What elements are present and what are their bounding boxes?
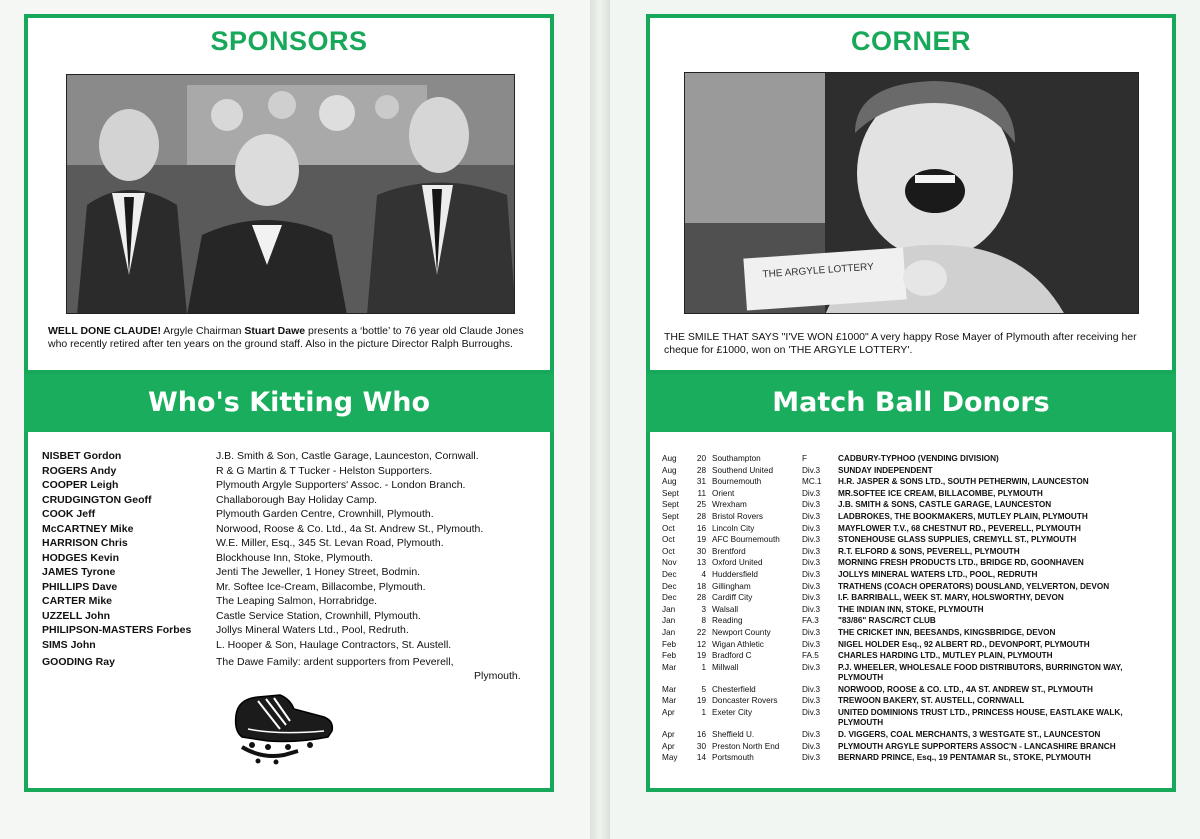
donor-cell: I.F. BARRIBALL, WEEK ST. MARY, HOLSWORTHY, DEVON — [838, 593, 1064, 603]
donors-title: Match Ball Donors — [772, 387, 1050, 418]
opponent-cell: Wrexham — [712, 500, 747, 510]
list-item — [42, 639, 542, 654]
opponent-cell: AFC Bournemouth — [712, 535, 780, 545]
competition-cell: Div.3 — [802, 639, 821, 649]
competition-cell: Div.3 — [802, 741, 821, 751]
player-name: COOPER Leigh — [42, 479, 119, 491]
month-cell: Sept — [662, 488, 679, 498]
day-cell: 11 — [697, 488, 706, 498]
opponent-cell: Exeter City — [712, 708, 753, 717]
day-cell: 22 — [696, 628, 706, 637]
competition-cell: Div.3 — [802, 465, 821, 475]
list-item — [42, 479, 542, 494]
competition-cell: Div.3 — [802, 488, 821, 498]
donor-cell: MAYFLOWER T.V., 68 CHESTNUT RD., PEVERELL, PLYMOUTH — [838, 523, 1081, 533]
month-cell: Jan — [662, 616, 676, 626]
competition-cell: Div.3 — [802, 558, 821, 568]
donor-cell: R.T. ELFORD & SONS, PEVERELL, PLYMOUTH — [838, 546, 1020, 556]
donor-cell: NORWOOD, ROOSE & CO. LTD., 4A ST. ANDREW ST., PLYMOUTH — [838, 684, 1093, 694]
opponent-cell: Wigan Athletic — [712, 639, 764, 649]
corner-photo-art — [685, 73, 1139, 314]
competition-cell: Div.3 — [802, 696, 821, 706]
month-cell: Dec — [662, 593, 677, 603]
right-page — [610, 0, 1200, 839]
donor-cell: THE INDIAN INN, STOKE, PLYMOUTH — [838, 604, 984, 614]
month-cell: Aug — [662, 454, 677, 463]
month-cell: Apr — [662, 708, 675, 717]
donor-cell: BERNARD PRINCE, Esq., 19 PENTAMAR St., STOKE, PLYMOUTH — [838, 753, 1091, 763]
month-cell: Sept — [662, 500, 679, 510]
opponent-cell: Lincoln City — [712, 523, 755, 533]
caption-bold-intro: WELL DONE CLAUDE! — [48, 325, 161, 337]
kit-sponsor: L. Hooper & Son, Haulage Contractors, St. Austell. — [216, 638, 452, 651]
donor-cell: H.R. JASPER & SONS LTD., SOUTH PETHERWIN, LAUNCESTON — [838, 477, 1089, 487]
month-cell: Feb — [662, 639, 677, 649]
opponent-cell: Walsall — [712, 604, 739, 614]
donor-cell: STONEHOUSE GLASS SUPPLIES, CREMYLL ST., PLYMOUTH — [838, 535, 1077, 545]
competition-cell: Div.3 — [802, 753, 821, 763]
kit-sponsor: Challaborough Bay Holiday Camp. — [216, 493, 378, 506]
caption-bold-name: Stuart Dawe — [244, 325, 306, 337]
kit-sponsor-line2: Plymouth. — [474, 670, 521, 682]
kit-sponsor: Jenti The Jeweller, 1 Honey Street, Bodmin. — [216, 566, 421, 578]
donor-cell: MORNING FRESH PRODUCTS LTD., BRIDGE RD, GOONHAVEN — [838, 558, 1084, 568]
donor-cell: MR.SOFTEE ICE CREAM, BILLACOMBE, PLYMOUTH — [838, 488, 1043, 498]
day-cell: 28 — [696, 593, 706, 603]
player-name: ROGERS Andy — [42, 464, 117, 477]
sponsors-heading: SPONSORS — [210, 26, 368, 56]
page-gutter — [590, 0, 610, 839]
opponent-cell: Reading — [712, 616, 743, 626]
player-name: GOODING Ray — [42, 656, 115, 668]
month-cell: Nov — [662, 558, 677, 568]
donor-cell: NIGEL HOLDER Esq., 92 ALBERT RD., DEVONPORT, PLYMOUTH — [838, 639, 1090, 649]
opponent-cell: Gillingham — [712, 581, 751, 591]
month-cell: Apr — [662, 741, 675, 751]
kitting-title: Who's Kitting Who — [147, 387, 431, 418]
opponent-cell: Orient — [712, 488, 735, 498]
day-cell: 30 — [696, 741, 706, 751]
kitting-band — [24, 374, 554, 432]
competition-cell: Div.3 — [802, 593, 821, 603]
day-cell: 25 — [696, 500, 706, 510]
competition-cell: Div.3 — [802, 570, 821, 579]
kit-sponsor: Plymouth Garden Centre, Crownhill, Plymouth. — [216, 508, 434, 520]
donor-cell: CHARLES HARDING LTD., MUTLEY PLAIN, PLYMOUTH — [838, 651, 1053, 661]
player-name: HARRISON Chris — [42, 537, 128, 549]
kit-sponsor: W.E. Miller, Esq., 345 St. Levan Road, Plymouth. — [216, 537, 444, 549]
list-item — [42, 450, 542, 465]
kit-sponsor: Castle Service Station, Crownhill, Plymouth. — [216, 609, 421, 622]
competition-cell: Div.3 — [802, 684, 821, 694]
month-cell: Mar — [662, 662, 677, 672]
opponent-cell: Bournemouth — [712, 477, 762, 487]
sponsors-photo — [66, 74, 515, 314]
competition-cell: FA.5 — [802, 651, 819, 661]
player-name: CARTER Mike — [42, 595, 113, 607]
opponent-cell: Brentford — [712, 546, 746, 556]
month-cell: Apr — [662, 730, 675, 739]
day-cell: 1 — [701, 708, 706, 717]
opponent-cell: Sheffield U. — [712, 730, 755, 739]
opponent-cell: Bristol Rovers — [712, 512, 763, 521]
opponent-cell: Southampton — [712, 454, 761, 463]
month-cell: Jan — [662, 628, 676, 637]
month-cell: Oct — [662, 523, 675, 533]
donors-band — [646, 374, 1176, 432]
football-boots-icon — [228, 685, 338, 765]
sponsors-photo-art — [67, 75, 515, 314]
competition-cell: Div.3 — [802, 500, 821, 510]
competition-cell: FA.3 — [802, 616, 819, 626]
opponent-cell: Preston North End — [712, 741, 780, 751]
player-name: NISBET Gordon — [42, 450, 122, 462]
player-name: PHILIPSON-MASTERS Forbes — [42, 624, 192, 636]
donor-cell: CADBURY-TYPHOO (VENDING DIVISION) — [838, 454, 999, 463]
competition-cell: Div.3 — [802, 546, 821, 556]
competition-cell: Div.3 — [802, 662, 821, 672]
sponsors-caption — [48, 325, 538, 351]
competition-cell: Div.3 — [802, 628, 821, 637]
donor-cell: THE CRICKET INN, BEESANDS, KINGSBRIDGE, DEVON — [838, 628, 1056, 637]
day-cell: 3 — [701, 604, 706, 614]
day-cell: 12 — [696, 639, 706, 649]
list-item — [42, 508, 542, 523]
opponent-cell: Huddersfield — [712, 570, 758, 579]
month-cell: Oct — [662, 535, 675, 545]
kit-sponsor: The Dawe Family: ardent supporters from Peverell, — [216, 656, 454, 668]
donor-cell: JOLLYS MINERAL WATERS LTD., POOL, REDRUTH — [838, 570, 1038, 579]
month-cell: May — [662, 753, 678, 763]
competition-cell: Div.3 — [802, 708, 821, 717]
day-cell: 19 — [696, 696, 706, 706]
opponent-cell: Chesterfield — [712, 684, 756, 694]
player-name: UZZELL John — [42, 609, 111, 622]
month-cell: Jan — [662, 604, 676, 614]
day-cell: 30 — [696, 546, 706, 556]
kit-sponsor: Mr. Softee Ice-Cream, Billacombe, Plymouth. — [216, 580, 426, 593]
day-cell: 19 — [696, 651, 706, 661]
month-cell: Feb — [662, 651, 677, 661]
player-name: JAMES Tyrone — [42, 566, 116, 578]
day-cell: 16 — [696, 523, 706, 533]
opponent-cell: Cardiff City — [712, 593, 753, 603]
competition-cell: F — [802, 454, 808, 463]
donor-cell: P.J. WHEELER, WHOLESALE FOOD DISTRIBUTORS, BURRINGTON WAY, PLYMOUTH — [838, 662, 1123, 682]
month-cell: Oct — [662, 546, 675, 556]
day-cell: 16 — [696, 730, 706, 739]
list-item — [42, 610, 542, 625]
competition-cell: Div.3 — [802, 512, 821, 521]
corner-caption: THE SMILE THAT SAYS "I'VE WON £1000" A very happy Rose Mayer of Plymouth after receiving her cheque for £1000, won on 'THE ARGYLE LOTTERY'. — [664, 331, 1137, 356]
list-item — [42, 624, 542, 639]
player-name: PHILLIPS Dave — [42, 580, 118, 593]
list-item — [42, 465, 542, 480]
player-name: HODGES Kevin — [42, 551, 120, 564]
caption-text-rest: presents a ‘bottle’ to 76 year old Claude Jones who recently retired after ten years on the ground staff. Also in the picture Director Ralph Burroughs. — [48, 325, 524, 350]
list-item — [42, 523, 542, 538]
month-cell: Mar — [662, 684, 677, 694]
donor-cell: J.B. SMITH & SONS, CASTLE GARAGE, LAUNCESTON — [838, 500, 1052, 510]
day-cell: 18 — [696, 581, 706, 591]
day-cell: 13 — [696, 558, 706, 568]
kit-sponsor: Norwood, Roose & Co. Ltd., 4a St. Andrew St., Plymouth. — [216, 522, 484, 535]
kit-sponsor: Jollys Mineral Waters Ltd., Pool, Redruth. — [216, 624, 409, 636]
list-item — [42, 537, 542, 552]
competition-cell: Div.3 — [802, 581, 821, 591]
list-item — [42, 656, 542, 686]
kit-sponsor: Plymouth Argyle Supporters' Assoc. - London Branch. — [216, 479, 466, 491]
kit-sponsor: J.B. Smith & Son, Castle Garage, Launceston, Cornwall. — [216, 450, 479, 462]
competition-cell: Div.3 — [802, 604, 821, 614]
donor-cell: TREWOON BAKERY, ST. AUSTELL, CORNWALL — [838, 696, 1025, 706]
list-item — [42, 494, 542, 509]
donor-cell: TRATHENS (COACH OPERATORS) DOUSLAND, YELVERTON, DEVON — [838, 581, 1110, 591]
day-cell: 19 — [696, 535, 706, 545]
opponent-cell: Oxford United — [712, 558, 763, 568]
list-item — [42, 581, 542, 596]
day-cell: 20 — [696, 454, 706, 463]
competition-cell: Div.3 — [802, 535, 821, 545]
corner-heading: CORNER — [850, 26, 971, 56]
month-cell: Mar — [662, 696, 677, 706]
month-cell: Sept — [662, 512, 679, 521]
day-cell: 14 — [696, 753, 706, 763]
list-item — [42, 595, 542, 610]
day-cell: 4 — [701, 570, 706, 579]
day-cell: 28 — [696, 512, 706, 521]
opponent-cell: Millwall — [712, 662, 739, 672]
donor-cell: LADBROKES, THE BOOKMAKERS, MUTLEY PLAIN, PLYMOUTH — [838, 512, 1088, 521]
donor-cell: "83/86" RASC/RCT CLUB — [838, 616, 936, 626]
competition-cell: Div.3 — [802, 523, 821, 533]
day-cell: 8 — [701, 616, 706, 626]
kit-sponsor: Blockhouse Inn, Stoke, Plymouth. — [216, 551, 374, 564]
left-page — [0, 0, 590, 839]
opponent-cell: Portsmouth — [712, 753, 754, 763]
list-item — [42, 552, 542, 567]
kit-sponsor: R & G Martin & T Tucker - Helston Supporters. — [216, 464, 433, 477]
competition-cell: Div.3 — [802, 730, 821, 739]
opponent-cell: Bradford C — [712, 651, 752, 661]
list-item — [42, 566, 542, 581]
player-name: CRUDGINGTON Geoff — [42, 493, 152, 506]
corner-photo — [684, 72, 1139, 314]
month-cell: Dec — [662, 581, 677, 591]
caption-text-mid: Argyle Chairman — [160, 325, 245, 337]
opponent-cell: Doncaster Rovers — [712, 696, 778, 706]
day-cell: 1 — [701, 662, 706, 672]
player-name: SIMS John — [42, 638, 96, 651]
lottery-sign-text: THE ARGYLE LOTTERY — [762, 261, 875, 281]
player-name: COOK Jeff — [42, 508, 96, 520]
month-cell: Aug — [662, 477, 677, 487]
day-cell: 28 — [696, 465, 706, 475]
player-name: McCARTNEY Mike — [42, 522, 134, 535]
competition-cell: MC.1 — [802, 477, 822, 487]
donor-cell: D. VIGGERS, COAL MERCHANTS, 3 WESTGATE ST., LAUNCESTON — [838, 730, 1101, 739]
month-cell: Dec — [662, 570, 677, 579]
month-cell: Aug — [662, 465, 677, 475]
opponent-cell: Southend United — [712, 465, 773, 475]
opponent-cell: Newport County — [712, 628, 771, 637]
donor-cell: SUNDAY INDEPENDENT — [838, 465, 933, 475]
kit-sponsor: The Leaping Salmon, Horrabridge. — [216, 595, 378, 607]
donor-cell: PLYMOUTH ARGYLE SUPPORTERS ASSOC'N - LANCASHIRE BRANCH — [838, 741, 1116, 751]
donor-cell: UNITED DOMINIONS TRUST LTD., PRINCESS HOUSE, EASTLAKE WALK, PLYMOUTH — [838, 708, 1123, 727]
day-cell: 31 — [696, 477, 706, 487]
day-cell: 5 — [701, 684, 706, 694]
